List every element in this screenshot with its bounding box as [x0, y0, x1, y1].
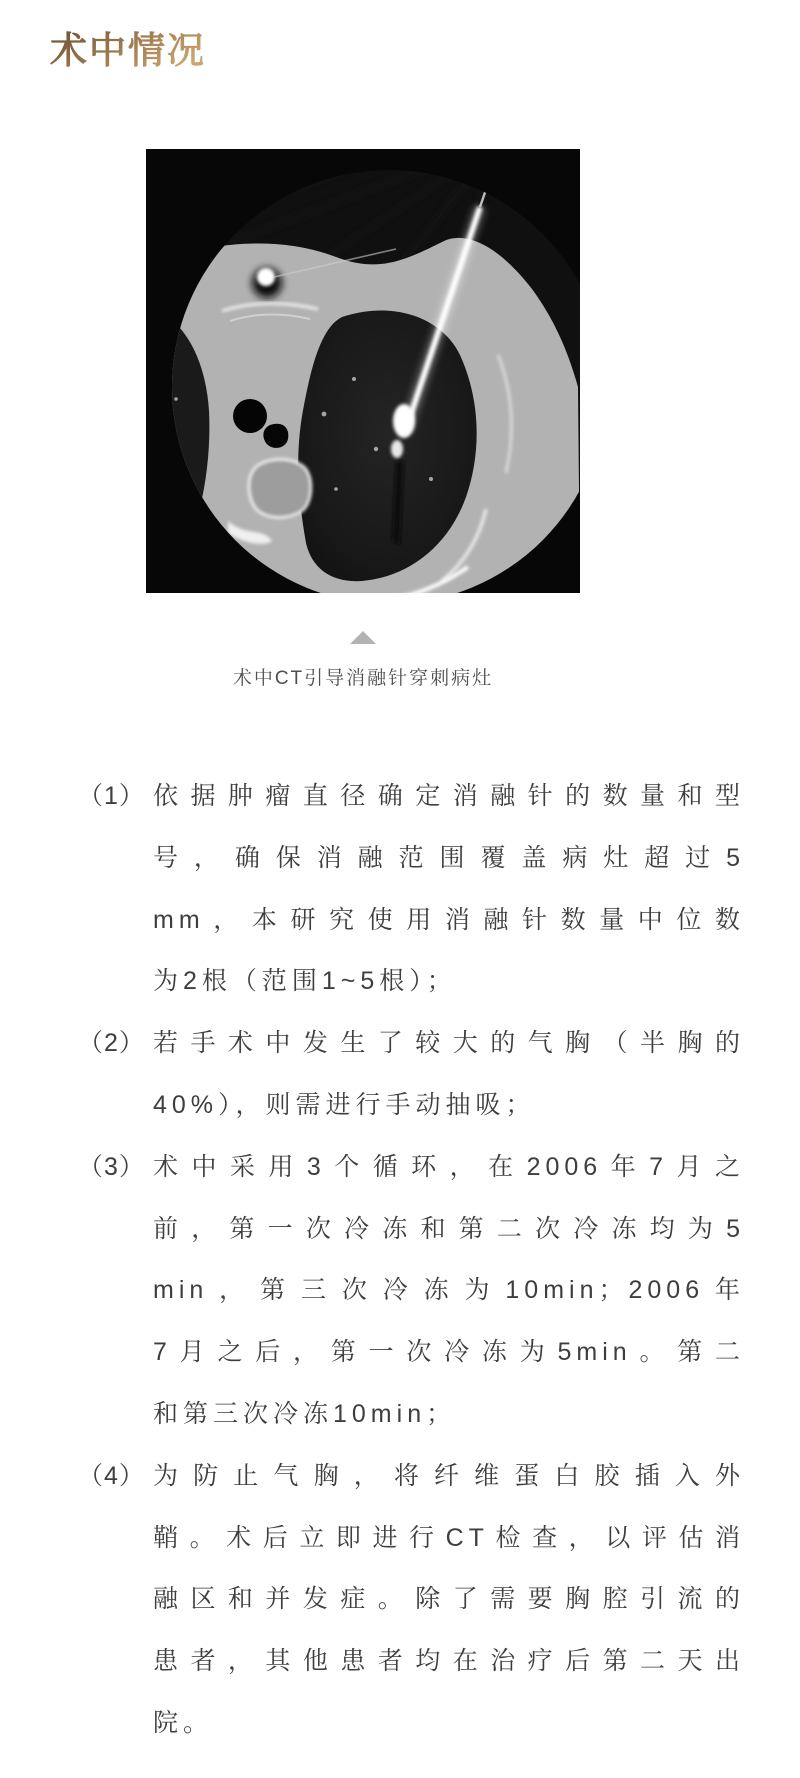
ct-figure [146, 149, 580, 690]
item-text [153, 1446, 745, 1755]
item-text [153, 1137, 745, 1446]
text-line: 号，确保消融范围覆盖病灶超过5 [153, 843, 745, 872]
list-item [78, 1446, 745, 1755]
text-line: 患者，其他患者均在治疗后第二天出 [153, 1647, 745, 1676]
text-line: 为2根（范围1~5根）； [153, 967, 457, 996]
text-line: 鞘。术后立即进行CT检查，以评估消 [153, 1523, 745, 1552]
figure-caption: 术中CT引导消融针穿刺病灶 [232, 668, 494, 689]
item-marker: （3） [78, 1152, 145, 1181]
text-line: mm，本研究使用消融针数量中位数 [153, 905, 745, 934]
list-item [78, 1137, 745, 1446]
item-marker: （2） [78, 1029, 145, 1058]
procedure-list [78, 766, 745, 1755]
ct-scan-svg [146, 149, 580, 593]
text-line: 融区和并发症。除了需要胸腔引流的 [153, 1585, 745, 1614]
text-line: 术中采用3个循环，在2006年7月之 [153, 1152, 745, 1181]
page-title: 术中情况 [50, 26, 206, 74]
item-text [153, 766, 745, 1013]
list-item [78, 1013, 745, 1137]
text-line: min，第三次冷冻为10min；2006年 [153, 1276, 745, 1305]
text-line: 7月之后，第一次冷冻为5min。第二 [153, 1338, 745, 1367]
text-line: 若手术中发生了较大的气胸（半胸的 [153, 1029, 745, 1058]
text-line: 和第三次冷冻10min； [153, 1399, 457, 1428]
item-marker: （4） [78, 1461, 145, 1490]
text-line: 40%），则需进行手动抽吸； [153, 1090, 536, 1119]
triangle-up-icon [350, 631, 376, 644]
text-line: 院。 [153, 1708, 214, 1737]
list-item [78, 766, 745, 1013]
item-marker: （1） [78, 782, 145, 810]
text-line: 前，第一次冷冻和第二次冷冻均为5 [153, 1214, 745, 1243]
item-text [153, 1013, 745, 1137]
text-line: 为防止气胸，将纤维蛋白胶插入外 [153, 1461, 745, 1490]
ct-scan-image [146, 149, 580, 593]
text-line: 依据肿瘤直径确定消融针的数量和型 [153, 782, 745, 810]
